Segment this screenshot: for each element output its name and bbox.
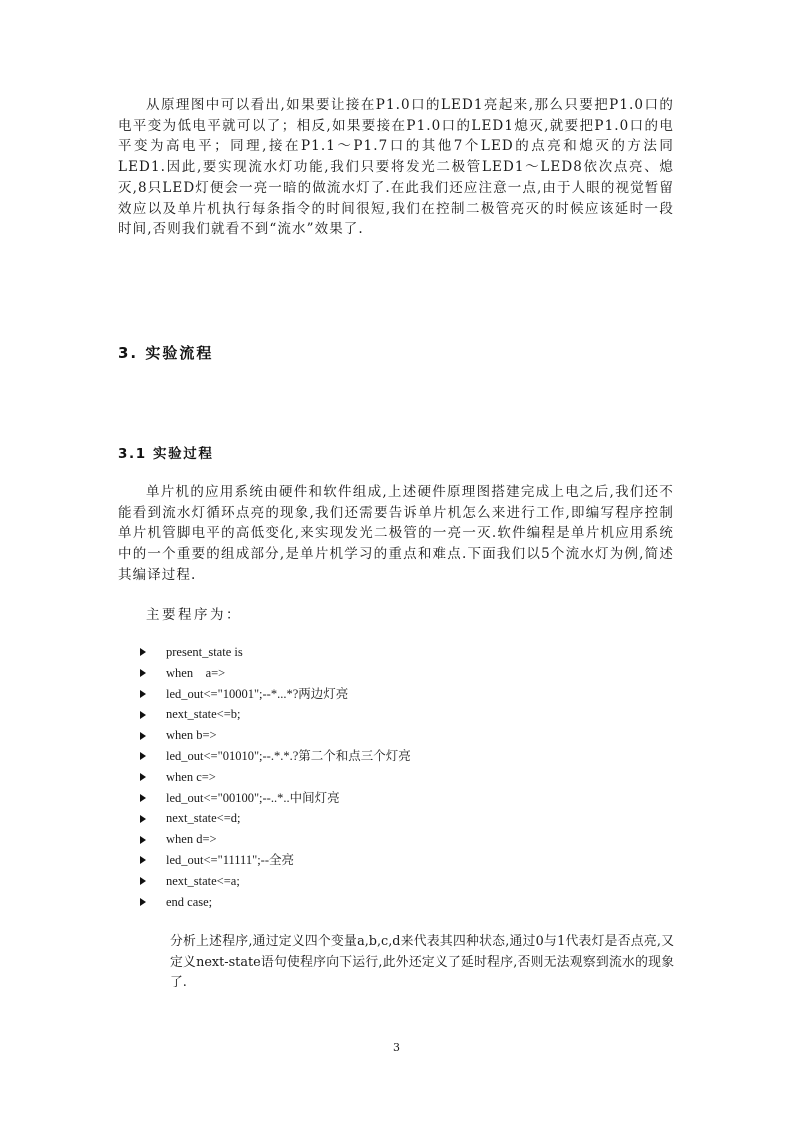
triangle-bullet-icon — [140, 732, 146, 740]
code-line-text: led_out<="10001";--*...*?两边灯亮 — [166, 686, 349, 701]
code-line-text: present_state is — [166, 645, 243, 659]
code-line — [140, 767, 411, 788]
triangle-bullet-icon — [140, 877, 146, 885]
subsection-heading: 3.1 实验过程 — [118, 446, 214, 462]
code-line — [140, 829, 411, 850]
intro-paragraph: 从原理图中可以看出,如果要让接在P1.0口的LED1亮起来,那么只要把P1.0口的电平变为低电平就可以了；相反,如果要接在P1.0口的LED1熄灭,就要把P1.0口的电平变为高电平；同理,接在P1.1～P1.7口的其他7个LED的点亮和熄灭的方法同LED1.因此,要实现流水灯功能,我们只要将发光二极管LED1～LED8依次点亮、熄灭,8只LED灯便会一亮一暗的做流水灯了.在此我们还应注意一点,由于人眼的视觉暂留效应以及单片机执行每条指令的时间很短,我们在控制二极管亮灭的时候应该延时一段时间,否则我们就看不到“流水”效果了. — [118, 97, 674, 238]
triangle-bullet-icon — [140, 669, 146, 677]
code-line — [140, 871, 411, 892]
triangle-bullet-icon — [140, 711, 146, 719]
section-heading: 3. 实验流程 — [118, 344, 214, 362]
code-line — [140, 808, 411, 829]
code-line-text: when b=> — [166, 728, 217, 743]
page-number: 3 — [393, 1041, 400, 1054]
code-line — [140, 850, 411, 871]
code-line — [140, 642, 411, 663]
code-line-text: when c=> — [166, 769, 216, 784]
code-line-text: led_out<="00100";--..*..中间灯亮 — [166, 790, 340, 805]
code-line-text: when a=> — [166, 665, 226, 680]
code-line — [140, 788, 411, 809]
code-line — [140, 684, 411, 705]
triangle-bullet-icon — [140, 752, 146, 760]
summary-paragraph: 分析上述程序,通过定义四个变量a,b,c,d来代表其四种状态,通过0与1代表灯是否点亮,又定义next-state语句使程序向下运行,此外还定义了延时程序,否则无法观察到流水的现象了. — [170, 934, 674, 990]
code-list — [140, 642, 411, 912]
code-line — [140, 725, 411, 746]
triangle-bullet-icon — [140, 856, 146, 864]
code-line — [140, 663, 411, 684]
triangle-bullet-icon — [140, 836, 146, 844]
triangle-bullet-icon — [140, 690, 146, 698]
triangle-bullet-icon — [140, 773, 146, 781]
code-line-text: next_state<=a; — [166, 873, 240, 888]
triangle-bullet-icon — [140, 648, 146, 656]
code-line-text: led_out<="11111";--全亮 — [166, 852, 294, 867]
code-line-text: when d=> — [166, 832, 217, 847]
triangle-bullet-icon — [140, 898, 146, 906]
code-line-text: next_state<=d; — [166, 811, 241, 826]
code-line — [140, 704, 411, 725]
code-line — [140, 746, 411, 767]
code-line — [140, 892, 411, 913]
code-line-text: next_state<=b; — [166, 707, 241, 722]
process-paragraph: 单片机的应用系统由硬件和软件组成,上述硬件原理图搭建完成上电之后,我们还不能看到流水灯循环点亮的现象,我们还需要告诉单片机怎么来进行工作,即编写程序控制单片机管脚电平的高低变化,来实现发光二极管的一亮一灭.软件编程是单片机应用系统中的一个重要的组成部分,是单片机学习的重点和难点.下面我们以5个流水灯为例,简述其编译过程. — [118, 484, 674, 583]
triangle-bullet-icon — [140, 794, 146, 802]
triangle-bullet-icon — [140, 815, 146, 823]
code-line-text: led_out<="01010";--.*.*.?第二个和点三个灯亮 — [166, 748, 411, 763]
program-intro: 主要程序为： — [146, 607, 242, 623]
code-line-text: end case; — [166, 894, 213, 909]
